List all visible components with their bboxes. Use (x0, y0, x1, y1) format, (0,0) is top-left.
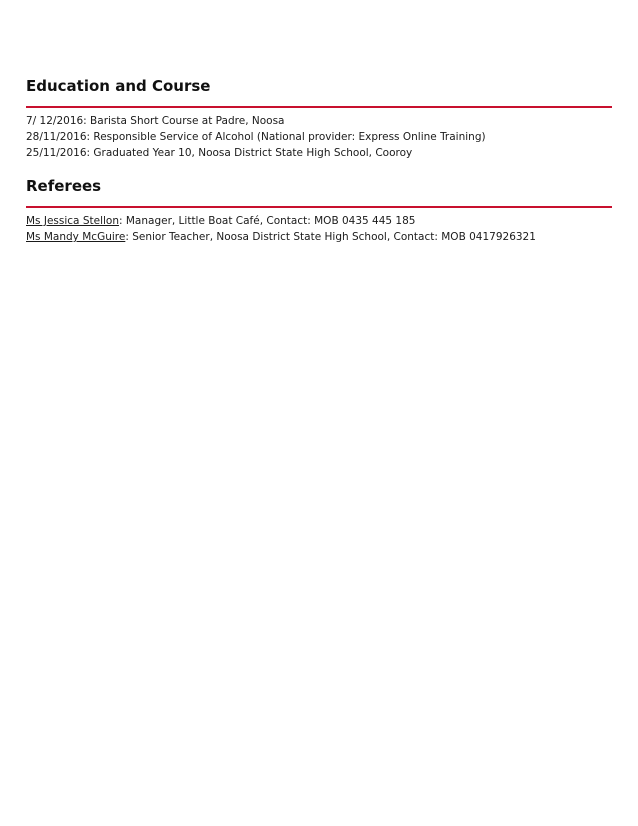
education-heading: Education and Course (26, 77, 211, 95)
referee-name: Ms Mandy McGuire (26, 231, 126, 243)
referees-heading: Referees (26, 177, 102, 195)
education-item: 28/11/2016: Responsible Service of Alcohol (National provider: Express Online Training) (26, 131, 486, 143)
referee-item (26, 229, 612, 245)
education-item: 25/11/2016: Graduated Year 10, Noosa District State High School, Cooroy (26, 147, 413, 159)
referee-details: : Senior Teacher, Noosa District State High School, Contact: MOB 0417926321 (125, 231, 536, 243)
referee-details: : Manager, Little Boat Café, Contact: MOB 0435 445 185 (118, 215, 416, 227)
referees-divider (26, 206, 612, 208)
education-section (26, 76, 612, 161)
referee-item (26, 213, 612, 229)
referees-section (26, 176, 612, 245)
education-divider (26, 106, 612, 108)
referee-name: Ms Jessica Stellon (26, 215, 119, 227)
education-item: 7/ 12/2016: Barista Short Course at Padre, Noosa (26, 115, 285, 127)
